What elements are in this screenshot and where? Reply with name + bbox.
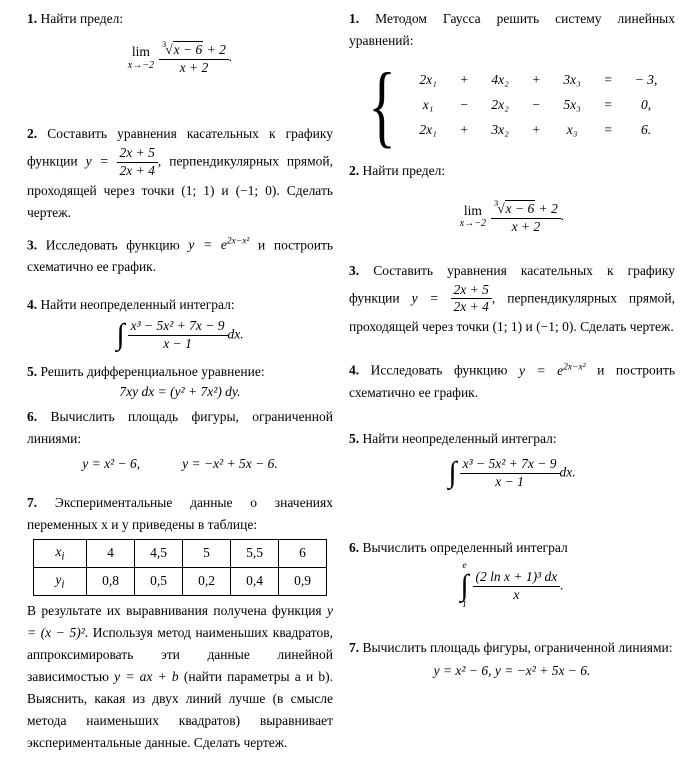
problem-text: Составить уравнения касательных к графику функции bbox=[349, 262, 675, 306]
table-cell: 0,5 bbox=[135, 567, 183, 595]
problem-5-title bbox=[27, 361, 333, 383]
table-row-x bbox=[34, 539, 327, 567]
problem-6-title bbox=[349, 537, 675, 559]
problem-number: 7. bbox=[27, 494, 38, 510]
problem-2-title bbox=[349, 160, 675, 182]
fraction-numerator: 2x + 5 bbox=[453, 281, 489, 297]
root-index: 3 bbox=[161, 39, 167, 49]
lim-subscript: x→−2 bbox=[127, 59, 154, 71]
curve-1: y = x² − 6, bbox=[82, 455, 141, 471]
system-cell: 5x₃ bbox=[563, 97, 581, 113]
problem-number: 1. bbox=[27, 11, 38, 26]
table-row-y bbox=[34, 567, 327, 595]
system-cell: − 3, bbox=[634, 72, 658, 88]
fraction-numerator bbox=[159, 39, 229, 59]
problem-7-title bbox=[349, 637, 675, 659]
problem-7-intro bbox=[27, 492, 333, 536]
problem-number: 3. bbox=[349, 262, 360, 278]
system-brace-icon: { bbox=[368, 54, 396, 156]
system-cell: 3x₃ bbox=[563, 72, 581, 88]
fraction-denominator: 2x + 4 bbox=[117, 162, 158, 180]
problem-text: перпендикулярных прямой, проходящей через точки (1; 1) и (−1; 0). Сделать чертеж. bbox=[27, 153, 333, 220]
data-table bbox=[33, 539, 327, 596]
fraction-denominator: x + 2 bbox=[491, 218, 561, 236]
fraction bbox=[159, 39, 229, 77]
var-sub: i bbox=[61, 578, 65, 591]
problem-title-text: Вычислить площадь фигуры, ограниченной линиями: bbox=[27, 408, 333, 446]
problem-1-title bbox=[27, 8, 333, 30]
problem-text: Исследовать функцию bbox=[45, 237, 180, 252]
linear-function: y = ax + b bbox=[114, 668, 179, 684]
diff-equation: 7xy dx = (y² + 7x²) dy. bbox=[119, 383, 241, 399]
problem-number: 4. bbox=[349, 362, 360, 378]
definite-integral-sign bbox=[460, 562, 468, 611]
table-cell: 5 bbox=[183, 539, 231, 567]
integral-tail: dx. bbox=[227, 326, 244, 342]
comma: , bbox=[157, 153, 162, 169]
upper-bound: e bbox=[462, 560, 467, 571]
problem-number: 5. bbox=[27, 363, 38, 379]
fraction-denominator: x − 1 bbox=[460, 473, 560, 491]
system-cell: 0, bbox=[641, 97, 652, 113]
curves-formulas bbox=[27, 456, 333, 472]
end-punct: . bbox=[228, 48, 233, 64]
problem-number: 3. bbox=[27, 237, 38, 252]
system-cell: 6. bbox=[641, 122, 652, 138]
problem-number: 1. bbox=[349, 11, 360, 26]
end-punct: . bbox=[560, 577, 564, 593]
integral-icon: ∫ bbox=[460, 569, 469, 603]
system-cell: 2x₂ bbox=[491, 97, 509, 113]
problem-1-title bbox=[349, 8, 675, 52]
table-cell: 0,4 bbox=[231, 567, 279, 595]
right-column bbox=[349, 8, 675, 679]
system-cell: = bbox=[603, 72, 613, 88]
problem-title-text: Найти неопределенный интеграл: bbox=[362, 430, 557, 446]
problem-text: В результате их выравнивания получена функция bbox=[27, 602, 322, 618]
var-sub: i bbox=[61, 550, 65, 563]
system-cell: − bbox=[459, 97, 469, 113]
function-base: y = e bbox=[519, 362, 564, 378]
table-cell: 6 bbox=[279, 539, 327, 567]
problem-text: . Используя метод наименьших квадратов, аппроксимировать эти данные линейной зависимостью bbox=[27, 624, 333, 684]
system-cell: + bbox=[531, 72, 541, 88]
lim-text: lim bbox=[463, 202, 482, 218]
problem-text: перпендикулярных прямой, проходящей через точки (1; 1) и (−1; 0). Сделать чертеж. bbox=[349, 290, 675, 335]
fraction bbox=[451, 282, 492, 317]
radical-icon: √ bbox=[497, 200, 505, 216]
problem-title-text: Решить дифференциальное уравнение: bbox=[40, 363, 265, 379]
end-punct: . bbox=[560, 207, 565, 223]
radicand: x − 6 bbox=[505, 200, 535, 216]
integral-tail: dx. bbox=[559, 464, 576, 480]
problem-number: 5. bbox=[349, 430, 360, 446]
system-cell: 3x₂ bbox=[491, 122, 509, 138]
table-cell: 0,2 bbox=[183, 567, 231, 595]
radicand: x − 6 bbox=[173, 42, 203, 57]
var-y: y bbox=[55, 571, 62, 587]
problem-2 bbox=[27, 123, 333, 224]
curve-2: y = −x² + 5x − 6. bbox=[182, 455, 278, 471]
integral-icon: ∫ bbox=[448, 456, 457, 490]
problem-text: и построить схематично ее график. bbox=[27, 237, 334, 274]
problem-6-title bbox=[27, 406, 333, 450]
system-cell: x₁ bbox=[422, 97, 434, 113]
function-expr bbox=[188, 237, 249, 252]
function-expr bbox=[519, 363, 586, 378]
integral-formula bbox=[349, 456, 675, 491]
comma: , bbox=[491, 290, 496, 306]
problem-number: 4. bbox=[27, 297, 38, 312]
fitted-function: y = (x − 5)² bbox=[27, 602, 334, 640]
fraction-denominator: x bbox=[473, 586, 561, 604]
numerator-tail: + 2 bbox=[203, 42, 226, 57]
fraction-numerator: x³ − 5x² + 7x − 9 bbox=[130, 318, 225, 333]
fraction-denominator: x − 1 bbox=[128, 335, 228, 353]
problem-number: 2. bbox=[27, 125, 38, 141]
system-cell: + bbox=[459, 122, 469, 138]
definite-integral-formula bbox=[349, 562, 675, 611]
curves-formulas: y = x² − 6, y = −x² + 5x − 6. bbox=[433, 662, 591, 678]
function-exponent: 2x−x² bbox=[226, 236, 250, 247]
limit-formula bbox=[349, 198, 675, 236]
system-cell: + bbox=[459, 72, 469, 88]
limit-formula bbox=[27, 39, 333, 77]
integral-formula bbox=[27, 318, 333, 353]
system-cell: 2x₁ bbox=[419, 72, 437, 88]
limit-operator bbox=[460, 204, 486, 230]
function-lhs: y = bbox=[411, 290, 451, 306]
function-base: y = e bbox=[188, 237, 227, 252]
problem-3 bbox=[349, 260, 675, 339]
left-column bbox=[27, 8, 333, 754]
root-index: 3 bbox=[493, 197, 499, 208]
system-cell: 4x₂ bbox=[491, 72, 509, 88]
fraction-numerator: 2x + 5 bbox=[119, 144, 155, 160]
integral-icon: ∫ bbox=[116, 318, 125, 352]
problem-5-title bbox=[349, 428, 675, 450]
var-x: x bbox=[55, 543, 62, 559]
problem-number: 7. bbox=[349, 639, 360, 655]
fraction bbox=[491, 198, 561, 236]
system-cell: = bbox=[603, 97, 613, 113]
lower-bound: 1 bbox=[462, 600, 467, 611]
fraction-denominator: x + 2 bbox=[159, 59, 229, 77]
fraction-numerator: (2 ln x + 1)³ dx bbox=[475, 568, 558, 584]
system-cell: = bbox=[603, 122, 613, 138]
problem-title-text: Найти предел: bbox=[40, 11, 124, 26]
fraction bbox=[128, 318, 228, 353]
system-cell: 2x₁ bbox=[419, 122, 437, 138]
lim-subscript: x→−2 bbox=[459, 218, 486, 230]
system-cell: − bbox=[531, 97, 541, 113]
table-cell: 5,5 bbox=[231, 539, 279, 567]
problem-number: 6. bbox=[349, 539, 360, 555]
numerator-tail: + 2 bbox=[535, 200, 558, 216]
system-grid bbox=[406, 72, 670, 138]
problem-text: Экспериментальные данные о значениях переменных x и y приведены в таблице: bbox=[27, 494, 333, 532]
problem-text: Составить уравнения касательных к графику функции bbox=[27, 125, 333, 169]
fraction-numerator bbox=[491, 198, 561, 218]
table-cell: 0,8 bbox=[87, 567, 135, 595]
system-cell: x₃ bbox=[566, 122, 578, 138]
fraction-numerator: x³ − 5x² + 7x − 9 bbox=[462, 455, 557, 471]
fraction bbox=[473, 568, 564, 604]
problem-text: Исследовать функцию bbox=[370, 362, 508, 378]
table-cell: 4 bbox=[87, 539, 135, 567]
problem-title-text: Найти неопределенный интеграл: bbox=[40, 297, 235, 312]
problem-text: и построить схематично ее график. bbox=[349, 362, 676, 400]
radical-icon: √ bbox=[165, 42, 173, 57]
fraction bbox=[117, 145, 158, 180]
problem-title-text: Вычислить определенный интеграл bbox=[362, 539, 568, 555]
problem-number: 2. bbox=[349, 162, 360, 178]
lim-text: lim bbox=[131, 44, 150, 60]
problem-title-text: Найти предел: bbox=[362, 162, 446, 178]
table-cell: 0,9 bbox=[279, 567, 327, 595]
problem-4 bbox=[349, 356, 675, 404]
problem-4-title bbox=[27, 294, 333, 316]
problem-3 bbox=[27, 231, 333, 279]
problem-number: 6. bbox=[27, 408, 38, 424]
row-label bbox=[34, 539, 87, 567]
problem-text: (найти параметры a и b). Выяснить, какая из двух линий лучше (в смысле метода наименьших квадратов) выравнивает экспериментальные данные. Сделать чертеж. bbox=[27, 668, 334, 750]
equation-system bbox=[355, 54, 675, 156]
function-exponent: 2x−x² bbox=[563, 362, 586, 373]
problem-7-body bbox=[27, 600, 333, 754]
function-lhs: y = bbox=[85, 153, 117, 169]
fraction bbox=[460, 456, 560, 491]
fraction-denominator: 2x + 4 bbox=[451, 298, 492, 316]
table-cell: 4,5 bbox=[135, 539, 183, 567]
problem-title-text: Вычислить площадь фигуры, ограниченной линиями: bbox=[362, 639, 673, 655]
limit-operator bbox=[128, 45, 154, 71]
system-cell: + bbox=[531, 122, 541, 138]
row-label bbox=[34, 567, 87, 595]
problem-title-text: Методом Гаусса решить систему линейных уравнений: bbox=[349, 11, 675, 48]
